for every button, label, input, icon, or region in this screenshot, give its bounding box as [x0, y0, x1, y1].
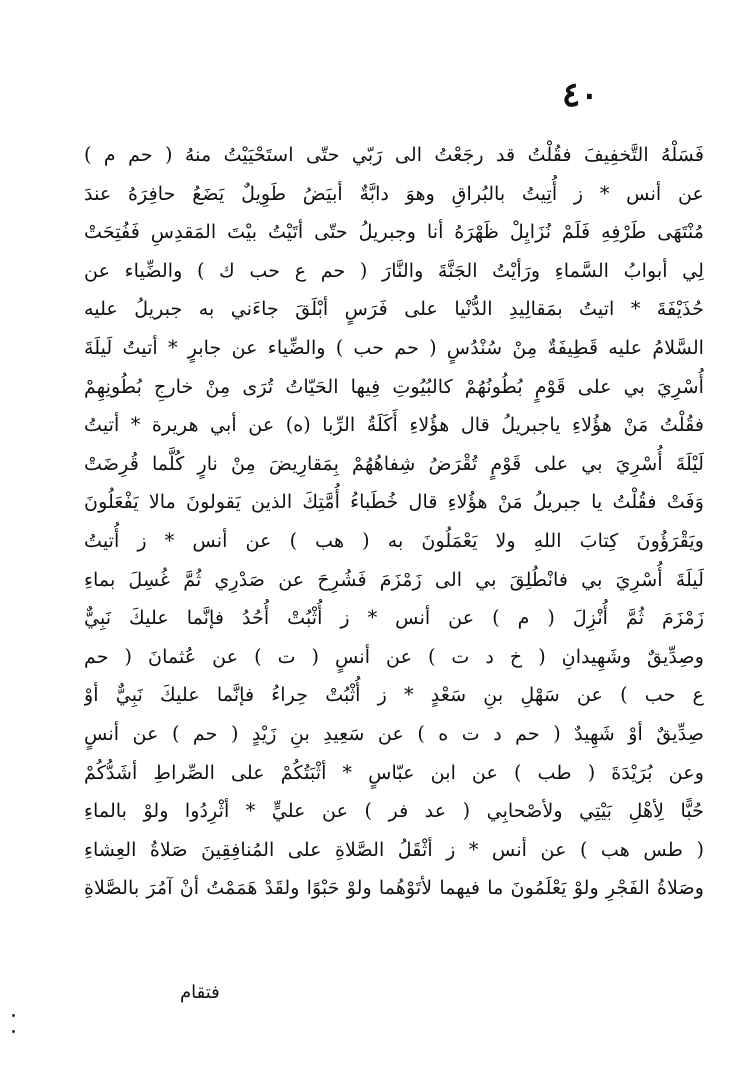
text-line-4: لِي أبوابُ السَّماءِ ورَأيْتُ الجَنَّةَ والنَّارَ ( حم ع حب ك ) والضِّياء عن [84, 258, 704, 282]
text-line-15: ع حب ) عن سَهْلِ بنِ سَعْدٍ * ز أُثْبُتْ حِراءُ فإنَّما عليكَ نَبِيٌّ أوْ [84, 683, 704, 707]
page-number: ٤٠ [562, 75, 599, 115]
text-line-16: صِدِّيقٌ أوْ شَهِيدٌ ( حم د ت ه ) عن سَعِيدِ بنِ زَيْدٍ ( حم ) عن أنسٍ [84, 721, 704, 745]
text-line-10: وَفَتْ فقُلْتُ يا جبريلُ مَنْ هؤُلاءِ قال خُطَباءُ أُمَّتِكَ الذين يَقولونَ مالا يَفْعَلُونَ [84, 490, 704, 514]
text-line-17: وعن بُرَيْدَةَ ( طب ) عن ابن عبّاسٍ * أثْبَتُكُمْ على الصِّراطِ أشَدُّكُمْ [84, 760, 704, 784]
text-line-1: فَسَلْهُ التَّخفِيفَ فقُلْتُ قد رجَعْتُ الى رَبّي حتّى استَحْيَيْتُ منهُ ( حم م ) [84, 143, 704, 166]
text-line-18: حُبًّا لِأهْلِ بَيْتِي ولأصْحابِي ( عد فر ) عن عليٍّ * أثْرِدُوا ولوْ بالماءِ [84, 799, 704, 823]
text-line-3: مُنْتَهَى طَرْفِهِ فَلَمْ نُزَايِلْ ظَهْرَهُ أنا وجبريلُ حتّى أتَيْتُ بيْتَ المَقدِسِ فَفُتِحَتْ [84, 220, 704, 244]
text-line-19: ( طس هب ) عن أنس * ز أثْقَلُ الصَّلاةِ على المُنافِقِينَ صَلاةُ العِشاءِ [84, 837, 704, 861]
scan-speck [12, 1030, 15, 1033]
text-line-7: أُسْرِيَ بي على قَوْمٍ بُطُونُهُمْ كالبُيُوتِ فِيها الحَيّاتُ تُرَى مِنْ خارجِ بُطُونِهِمْ [84, 374, 704, 398]
text-line-14: وصِدِّيقٌ وشَهِيدانِ ( خ د ت ) عن أنسٍ ( ت ) عن عُثمانَ ( حم [84, 644, 704, 668]
text-line-8: فقُلْتُ مَنْ هؤُلاءِ ياجبريلُ قال هؤُلاءِ أَكَلَةُ الرِّبا (ه) عن أبي هريرة * أتيتُ [84, 413, 704, 437]
text-line-20: وصَلاةُ الفَجْرِ ولوْ يَعْلَمُونَ ما فيهما لأتَوْهُما ولوْ حَبْوًا ولقَدْ هَمَمْتُ أنْ آمُرَ بالصَّلاةِ [84, 876, 704, 900]
text-line-13: زَمْزَمَ ثُمَّ أُنْزِلَ ( م ) عن أنس * ز أُثْبُتْ أُحُدُ فإنَّما عليكَ نَبِيٌّ [84, 606, 704, 630]
text-line-5: حُذَيْفَةَ * اتيتُ بمَقالِيدِ الدُّنْيا على فَرَسٍ أبْلَقَ جاءَني به جبريلُ عليه [84, 297, 704, 321]
catchword: فتقام [180, 982, 220, 1003]
scan-speck [12, 1014, 15, 1017]
text-line-9: لَيْلَةَ أُسْرِيَ بي على قَوْمٍ تُقْرَضُ شِفاهُهُمْ بِمَقارِيضَ مِنْ نارٍ كُلَّما قُرِضَتْ [84, 451, 704, 475]
text-line-2: عن أنس * ز أُتِيتُ بالبُراقِ وهوَ دابَّةٌ أبيَضُ طَوِيلٌ يَضَعُ حافِرَهُ عندَ [84, 181, 704, 205]
text-line-6: السَّلامُ عليه قَطِيفَةٌ مِنْ سُنْدُسٍ ( حم حب ) والضِّياء عن جابرٍ * أتيتُ لَيلَةَ [84, 335, 704, 359]
main-text-block [84, 136, 704, 908]
text-line-12: لَيلَةَ أُسْرِيَ بي فانْطُلِقَ بي الى زَمْزَمَ فَشُرِحَ عن صَدْرِي ثُمَّ غُسِلَ بماءِ [84, 567, 704, 591]
text-line-11: ويَقْرَؤُونَ كِتابَ اللهِ ولا يَعْمَلُونَ به ( هب ) عن أنس * ز أُتيتُ [84, 528, 704, 552]
